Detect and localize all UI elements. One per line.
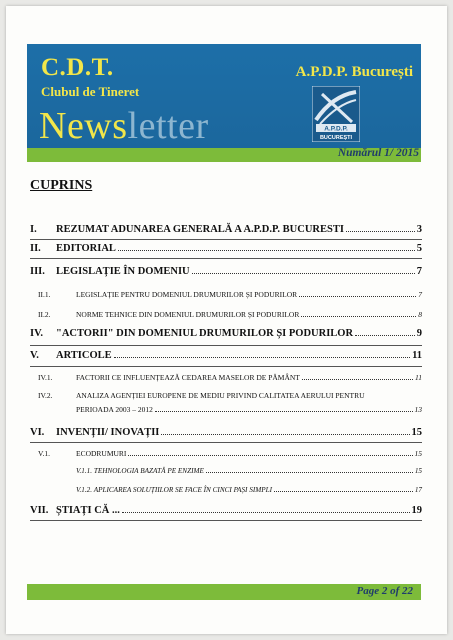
issue-number: Numărul 1/ 2015 — [337, 147, 419, 159]
apdp-logo — [312, 86, 360, 142]
toc-subsubentry[interactable]: V.1.2. APLICAREA SOLUȚIILOR SE FACE ÎN CINCI PAȘI SIMPLI 17 — [76, 486, 422, 494]
toc-entry[interactable]: III. LEGISLAȚIE ÎN DOMENIU 7 — [30, 266, 422, 277]
title-part-2: letter — [127, 105, 209, 147]
newsletter-header — [27, 44, 421, 148]
toc-entry[interactable]: IV. "ACTORII" DIN DOMENIUL DRUMURILOR ȘI PODURILOR 9 — [30, 328, 422, 339]
toc-subentry[interactable]: IV.1. FACTORII CE INFLUENȚEAZĂ CEDAREA MASELOR DE PĂMÂNT 11 — [38, 373, 422, 382]
toc-entry[interactable]: VI. INVENȚII/ INOVAȚII 15 — [30, 427, 422, 438]
logo-text-top: A.P.D.P. — [324, 125, 348, 133]
newsletter-title — [39, 106, 209, 146]
toc-entry[interactable]: V. ARTICOLE 11 — [30, 350, 422, 361]
toc-subentry-multiline[interactable]: IV.2. ANALIZA AGENȚIEI EUROPENE DE MEDIU PRIVIND CALITATEA AERULUI PENTRU — [38, 391, 365, 400]
org-name: Clubul de Tineret — [41, 84, 140, 99]
issue-band — [27, 148, 421, 162]
toc-subentry[interactable]: II.1. LEGISLAȚIE PENTRU DOMENIUL DRUMURILOR ȘI PODURILOR 7 — [38, 290, 422, 299]
toc-heading: CUPRINS — [30, 178, 93, 193]
toc-entry[interactable]: I. REZUMAT ADUNAREA GENERALĂ A A.P.D.P. BUCURESTI 3 — [30, 224, 422, 235]
toc-divider — [30, 366, 422, 367]
toc-subentry-continuation[interactable]: PERIOADA 2003 – 2012 13 — [76, 405, 422, 414]
title-part-1: News — [39, 105, 128, 147]
toc-subentry[interactable]: V.1. ECODRUMURI 15 — [38, 449, 422, 458]
toc-divider — [30, 345, 422, 346]
logo-text-bottom: BUCUREȘTI — [319, 135, 353, 141]
toc-divider — [30, 520, 422, 521]
toc-subsubentry[interactable]: V.1.1. TEHNOLOGIA BAZATĂ PE ENZIME 15 — [76, 467, 422, 475]
partner-name: A.P.D.P. București — [295, 64, 413, 80]
toc-divider — [30, 239, 422, 240]
toc-subentry[interactable]: II.2. NORME TEHNICE DIN DOMENIUL DRUMURILOR ȘI PODURILOR 8 — [38, 310, 422, 319]
toc-entry[interactable]: VII. ȘTIAȚI CĂ ... 19 — [30, 505, 422, 516]
toc-divider — [30, 442, 422, 443]
page-number: Page 2 of 22 — [356, 585, 413, 597]
org-abbreviation: C.D.T. — [41, 54, 114, 81]
toc-entry[interactable]: II. EDITORIAL 5 — [30, 243, 422, 254]
page-footer — [27, 584, 421, 600]
toc-divider — [30, 258, 422, 259]
